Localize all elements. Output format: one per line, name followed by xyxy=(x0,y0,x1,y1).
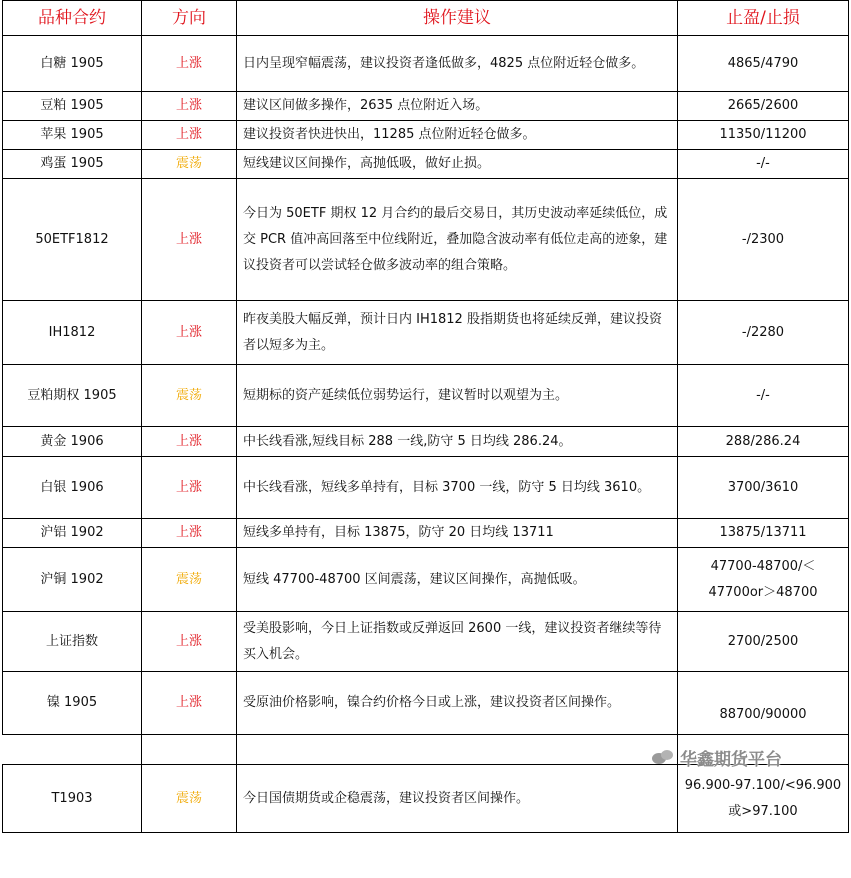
variety-cell: 白银 1906 xyxy=(3,457,142,519)
trading-advice-table xyxy=(2,0,849,833)
variety-cell: 上证指数 xyxy=(3,612,142,672)
direction-cell: 震荡 xyxy=(142,548,237,612)
tp-sl-cell: 13875/13711 xyxy=(678,519,849,548)
header-variety: 品种合约 xyxy=(3,1,142,36)
variety-cell: 豆粕期权 1905 xyxy=(3,365,142,427)
table-row xyxy=(3,519,849,548)
variety-cell: T1903 xyxy=(3,765,142,833)
advice-cell: 日内呈现窄幅震荡，建议投资者逢低做多，4825 点位附近轻仓做多。 xyxy=(237,36,678,92)
advice-cell: 短线多单持有，目标 13875，防守 20 日均线 13711 xyxy=(237,519,678,548)
gap-cell xyxy=(142,735,237,765)
variety-cell: 镍 1905 xyxy=(3,672,142,735)
header-row xyxy=(3,1,849,36)
variety-cell: 沪铝 1902 xyxy=(3,519,142,548)
advice-cell: 受美股影响，今日上证指数或反弹返回 2600 一线，建议投资者继续等待买入机会。 xyxy=(237,612,678,672)
tp-sl-cell: 2700/2500 xyxy=(678,612,849,672)
tp-sl-cell: 4865/4790 xyxy=(678,36,849,92)
table-row xyxy=(3,92,849,121)
direction-cell: 上涨 xyxy=(142,427,237,457)
table-row xyxy=(3,121,849,150)
tp-sl-cell: 47700-48700/＜47700or＞48700 xyxy=(678,548,849,612)
direction-cell: 上涨 xyxy=(142,672,237,735)
direction-cell: 上涨 xyxy=(142,36,237,92)
variety-cell: 苹果 1905 xyxy=(3,121,142,150)
watermark-text: 华鑫期货平台 xyxy=(680,750,782,770)
variety-cell: 鸡蛋 1905 xyxy=(3,150,142,179)
advice-cell: 短线建议区间操作，高抛低吸，做好止损。 xyxy=(237,150,678,179)
advice-cell: 昨夜美股大幅反弹，预计日内 IH1812 股指期货也将延续反弹，建议投资者以短多为主。 xyxy=(237,301,678,365)
tp-sl-cell: -/2300 xyxy=(678,179,849,301)
table-row xyxy=(3,301,849,365)
tp-sl-cell: 96.900-97.100/<96.900 或>97.100 xyxy=(678,765,849,833)
direction-cell: 上涨 xyxy=(142,301,237,365)
wechat-icon xyxy=(652,750,674,766)
table-row xyxy=(3,548,849,612)
table-row xyxy=(3,457,849,519)
direction-cell: 上涨 xyxy=(142,519,237,548)
tp-sl-cell: -/- xyxy=(678,365,849,427)
advice-cell: 短线 47700-48700 区间震荡，建议区间操作，高抛低吸。 xyxy=(237,548,678,612)
direction-cell: 震荡 xyxy=(142,365,237,427)
header-tp-sl: 止盈/止损 xyxy=(678,1,849,36)
tp-sl-cell: 3700/3610 xyxy=(678,457,849,519)
gap-cell xyxy=(237,735,678,765)
advice-cell: 今日国债期货或企稳震荡，建议投资者区间操作。 xyxy=(237,765,678,833)
variety-cell: 豆粕 1905 xyxy=(3,92,142,121)
direction-cell: 上涨 xyxy=(142,612,237,672)
table-row xyxy=(3,672,849,735)
advice-cell: 短期标的资产延续低位弱势运行，建议暂时以观望为主。 xyxy=(237,365,678,427)
header-advice: 操作建议 xyxy=(237,1,678,36)
variety-cell: 50ETF1812 xyxy=(3,179,142,301)
table-row xyxy=(3,36,849,92)
table-row xyxy=(3,765,849,833)
gap-cell xyxy=(3,735,142,765)
variety-cell: 沪铜 1902 xyxy=(3,548,142,612)
tp-sl-cell: -/2280 xyxy=(678,301,849,365)
direction-cell: 上涨 xyxy=(142,92,237,121)
tp-sl-cell: 288/286.24 xyxy=(678,427,849,457)
advice-cell: 今日为 50ETF 期权 12 月合约的最后交易日，其历史波动率延续低位，成交 PCR 值冲高回落至中位线附近，叠加隐含波动率有低位走高的迹象，建议投资者可以尝试轻仓做多波动率的组合策略。 xyxy=(237,179,678,301)
advice-cell: 中长线看涨,短线目标 288 一线,防守 5 日均线 286.24。 xyxy=(237,427,678,457)
variety-cell: 白糖 1905 xyxy=(3,36,142,92)
direction-cell: 上涨 xyxy=(142,179,237,301)
watermark xyxy=(652,745,782,770)
table-row xyxy=(3,427,849,457)
table-row xyxy=(3,150,849,179)
tp-sl-cell: -/- xyxy=(678,150,849,179)
table-row xyxy=(3,179,849,301)
advice-cell: 受原油价格影响，镍合约价格今日或上涨，建议投资者区间操作。 xyxy=(237,672,678,735)
advice-cell: 建议区间做多操作，2635 点位附近入场。 xyxy=(237,92,678,121)
advice-cell: 中长线看涨，短线多单持有，目标 3700 一线，防守 5 日均线 3610。 xyxy=(237,457,678,519)
tp-sl-cell: 2665/2600 xyxy=(678,92,849,121)
tp-sl-cell: 11350/11200 xyxy=(678,121,849,150)
direction-cell: 震荡 xyxy=(142,150,237,179)
advice-cell: 建议投资者快进快出，11285 点位附近轻仓做多。 xyxy=(237,121,678,150)
direction-cell: 震荡 xyxy=(142,765,237,833)
variety-cell: 黄金 1906 xyxy=(3,427,142,457)
table-row xyxy=(3,365,849,427)
direction-cell: 上涨 xyxy=(142,121,237,150)
direction-cell: 上涨 xyxy=(142,457,237,519)
table-row xyxy=(3,612,849,672)
tp-sl-cell: 88700/90000 xyxy=(678,672,849,735)
header-direction: 方向 xyxy=(142,1,237,36)
variety-cell: IH1812 xyxy=(3,301,142,365)
